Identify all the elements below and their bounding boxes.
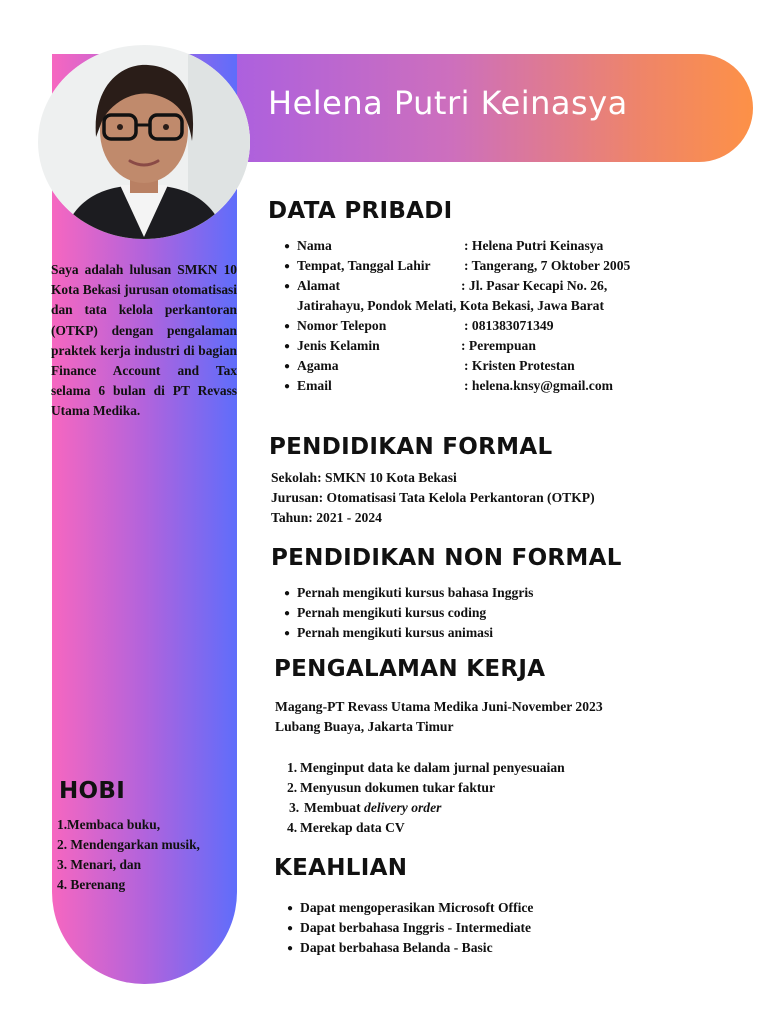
bullet-icon: ● <box>284 321 291 332</box>
task-item: Menginput data ke dalam jurnal penyesuaian <box>300 760 565 775</box>
formal-education-line: Sekolah: SMKN 10 Kota Bekasi <box>271 470 457 485</box>
bullet-icon: ● <box>284 281 291 292</box>
personal-label: Jenis Kelamin <box>297 338 380 353</box>
personal-value: : Jl. Pasar Kecapi No. 26, <box>461 278 608 293</box>
personal-value: : helena.knsy@gmail.com <box>464 378 613 393</box>
bullet-icon: ● <box>287 903 294 914</box>
task-number: 3. <box>289 800 300 815</box>
personal-value: : Kristen Protestan <box>464 358 575 373</box>
skill-item: Dapat berbahasa Belanda - Basic <box>300 940 493 955</box>
nonformal-item: Pernah mengikuti kursus coding <box>297 605 487 620</box>
skill-item: Dapat mengoperasikan Microsoft Office <box>300 900 534 915</box>
personal-label: Tempat, Tanggal Lahir <box>297 258 431 273</box>
personal-label: Email <box>297 378 332 393</box>
hobby-item: 4. Berenang <box>57 877 126 892</box>
task-number: 2. <box>287 780 298 795</box>
nonformal-item: Pernah mengikuti kursus bahasa Inggris <box>297 585 534 600</box>
bullet-icon: ● <box>284 341 291 352</box>
skills-title: KEAHLIAN <box>274 855 408 881</box>
formal-education-line: Jurusan: Otomatisasi Tata Kelola Perkantoran (OTKP) <box>271 490 595 505</box>
personal-value: Jatirahayu, Pondok Melati, Kota Bekasi, Jawa Barat <box>297 298 604 313</box>
experience-title: PENGALAMAN KERJA <box>274 656 546 682</box>
nonformal-education-title: PENDIDIKAN NON FORMAL <box>271 545 622 571</box>
experience-line: Magang-PT Revass Utama Medika Juni-November 2023 <box>275 699 603 714</box>
bullet-icon: ● <box>284 588 291 599</box>
hobby-title: HOBI <box>59 778 126 804</box>
personal-value: : Perempuan <box>461 338 536 353</box>
personal-label: Agama <box>297 358 339 373</box>
bullet-icon: ● <box>284 241 291 252</box>
task-item: Merekap data CV <box>300 820 405 835</box>
personal-value: : 081383071349 <box>464 318 554 333</box>
personal-value: : Tangerang, 7 Oktober 2005 <box>464 258 631 273</box>
task-item: Menyusun dokumen tukar faktur <box>300 780 496 795</box>
bullet-icon: ● <box>284 381 291 392</box>
profile-name: Helena Putri Keinasya <box>268 84 628 122</box>
bullet-icon: ● <box>284 628 291 639</box>
profile-photo <box>38 45 250 239</box>
nonformal-item: Pernah mengikuti kursus animasi <box>297 625 494 640</box>
personal-label: Nomor Telepon <box>297 318 387 333</box>
bullet-icon: ● <box>284 608 291 619</box>
task-number: 4. <box>287 820 298 835</box>
personal-label: Nama <box>297 238 332 253</box>
personal-label: Alamat <box>297 278 341 293</box>
hobby-item: 2. Mendengarkan musik, <box>57 837 200 852</box>
experience-line: Lubang Buaya, Jakarta Timur <box>275 719 454 734</box>
task-item: Membuat delivery order <box>304 800 442 815</box>
bullet-icon: ● <box>284 261 291 272</box>
about-summary: Saya adalah lulusan SMKN 10 Kota Bekasi jurusan otomatisasi dan tata kelola perkantoran (OTKP) dengan pengalaman praktek kerja industri di bagian Finance Account and Tax selama 6 bulan di PT Revass Utama Medika. <box>51 262 237 419</box>
bullet-icon: ● <box>287 923 294 934</box>
hobby-item: 3. Menari, dan <box>57 857 142 872</box>
personal-value: : Helena Putri Keinasya <box>464 238 604 253</box>
hobby-item: 1.Membaca buku, <box>57 817 161 832</box>
bullet-icon: ● <box>287 943 294 954</box>
personal-data-title: DATA PRIBADI <box>268 198 453 224</box>
formal-education-title: PENDIDIKAN FORMAL <box>269 434 553 460</box>
task-number: 1. <box>287 760 298 775</box>
skill-item: Dapat berbahasa Inggris - Intermediate <box>300 920 532 935</box>
formal-education-line: Tahun: 2021 - 2024 <box>271 510 382 525</box>
bullet-icon: ● <box>284 361 291 372</box>
